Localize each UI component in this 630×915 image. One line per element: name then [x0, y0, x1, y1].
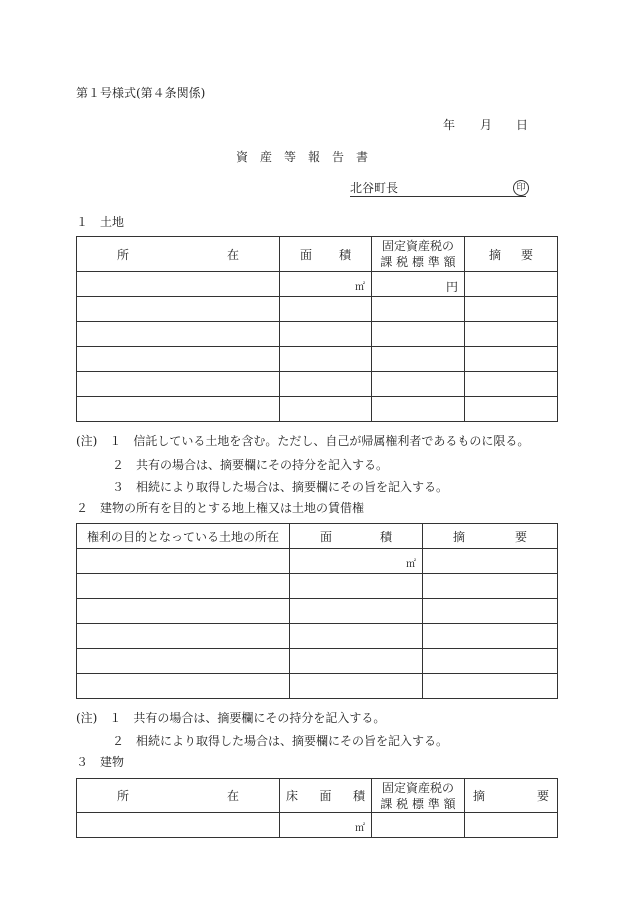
table-cell[interactable]: [423, 624, 558, 649]
document-title: 資 産 等 報 告 書: [236, 150, 369, 164]
section1-note-1: (注) １ 信託している土地を含む。ただし、自己が帰属権利者であるものに限る。: [76, 434, 530, 448]
table-cell[interactable]: [290, 674, 423, 699]
table-cell[interactable]: [280, 347, 372, 372]
table-row: [77, 549, 558, 574]
table-row: [77, 674, 558, 699]
table-row: [77, 397, 558, 422]
table-row: [77, 372, 558, 397]
table-row: [77, 322, 558, 347]
table-row: [77, 272, 558, 297]
table-cell[interactable]: [77, 549, 290, 574]
section1-note-2: ２ 共有の場合は、摘要欄にその持分を記入する。: [112, 458, 389, 472]
table-cell[interactable]: [372, 813, 465, 838]
unit-sqm[interactable]: ㎡: [280, 813, 372, 838]
table-row: [77, 813, 558, 838]
land-table: [76, 236, 558, 422]
header-tax-base: 固定資産税の 課 税 標 準 額: [372, 237, 465, 272]
seal-mark: 印: [513, 180, 529, 196]
table-cell[interactable]: [372, 322, 465, 347]
table-cell[interactable]: [465, 322, 558, 347]
table-row: [77, 599, 558, 624]
header-remarks: 摘 要: [465, 779, 558, 813]
unit-sqm[interactable]: ㎡: [290, 549, 423, 574]
table-cell[interactable]: [280, 297, 372, 322]
date-day: 日: [516, 118, 529, 132]
table-cell[interactable]: [77, 322, 280, 347]
table-cell[interactable]: [280, 372, 372, 397]
table-cell[interactable]: [372, 372, 465, 397]
table-cell[interactable]: [77, 674, 290, 699]
table-cell[interactable]: [77, 574, 290, 599]
table-row: [77, 649, 558, 674]
table-cell[interactable]: [77, 813, 280, 838]
form-label: 第１号様式(第４条関係): [76, 86, 206, 100]
table-cell[interactable]: [423, 574, 558, 599]
header-location: 所 在: [77, 779, 280, 813]
table-row: [77, 574, 558, 599]
table-cell[interactable]: [290, 649, 423, 674]
section1-heading: １ 土地: [76, 215, 125, 229]
table-row: [77, 624, 558, 649]
section1-note-3: ３ 相続により取得した場合は、摘要欄にその旨を記入する。: [112, 480, 449, 494]
table-row: [77, 297, 558, 322]
unit-yen[interactable]: 円: [372, 272, 465, 297]
header-remarks: 摘 要: [465, 237, 558, 272]
header-location: 所 在: [77, 237, 280, 272]
table-cell[interactable]: [465, 272, 558, 297]
table-cell[interactable]: [290, 624, 423, 649]
unit-sqm[interactable]: ㎡: [280, 272, 372, 297]
section2-note-2: ２ 相続により取得した場合は、摘要欄にその旨を記入する。: [112, 734, 449, 748]
table-cell[interactable]: [77, 297, 280, 322]
signature-line: [350, 196, 526, 197]
addressee: 北谷町長: [350, 181, 399, 195]
header-remarks: 摘 要: [423, 524, 558, 549]
table-cell[interactable]: [77, 624, 290, 649]
date-year: 年: [443, 118, 456, 132]
section2-heading: ２ 建物の所有を目的とする地上権又は土地の賃借権: [76, 501, 365, 515]
table-cell[interactable]: [465, 372, 558, 397]
table-cell[interactable]: [465, 397, 558, 422]
table-row: [77, 347, 558, 372]
header-floor-area: 床 面 積: [280, 779, 372, 813]
table-cell[interactable]: [77, 347, 280, 372]
date-month: 月: [480, 118, 493, 132]
table-cell[interactable]: [423, 674, 558, 699]
table-cell[interactable]: [77, 372, 280, 397]
table-cell[interactable]: [372, 297, 465, 322]
table-cell[interactable]: [290, 574, 423, 599]
section2-note-1: (注) １ 共有の場合は、摘要欄にその持分を記入する。: [76, 711, 386, 725]
table-cell[interactable]: [423, 649, 558, 674]
building-table: [76, 778, 558, 838]
table-cell[interactable]: [77, 397, 280, 422]
table-cell[interactable]: [290, 599, 423, 624]
header-tax-base: 固定資産税の 課 税 標 準 額: [372, 779, 465, 813]
table-cell[interactable]: [465, 813, 558, 838]
table-cell[interactable]: [372, 397, 465, 422]
header-area: 面 積: [290, 524, 423, 549]
header-area: 面 積: [280, 237, 372, 272]
header-leasehold-location: 権利の目的となっている土地の所在: [77, 524, 290, 549]
table-cell[interactable]: [465, 347, 558, 372]
table-cell[interactable]: [280, 397, 372, 422]
table-cell[interactable]: [77, 649, 290, 674]
table-cell[interactable]: [372, 347, 465, 372]
table-cell[interactable]: [280, 322, 372, 347]
section3-heading: ３ 建物: [76, 755, 125, 769]
table-cell[interactable]: [423, 599, 558, 624]
table-cell[interactable]: [77, 599, 290, 624]
table-cell[interactable]: [77, 272, 280, 297]
table-cell[interactable]: [465, 297, 558, 322]
leasehold-table: [76, 523, 558, 699]
table-cell[interactable]: [423, 549, 558, 574]
